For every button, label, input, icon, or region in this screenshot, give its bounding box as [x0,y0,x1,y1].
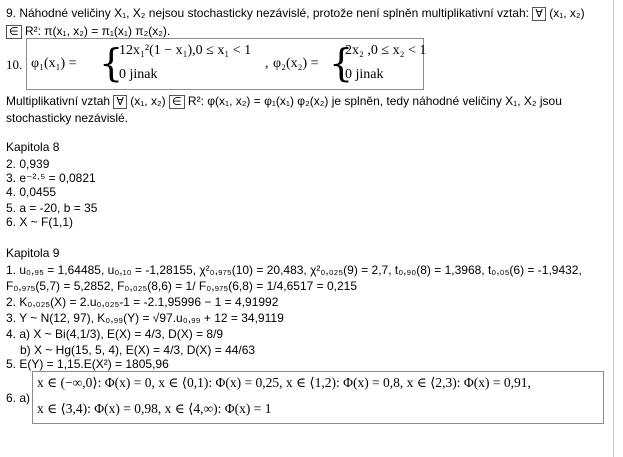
cdf-row2: x ∈ ⟨3,4): Φ(x) = 0,98, x ∈ ⟨4,∞): Φ(x) = 1 [37,401,272,416]
phi2-case1: 2x₂ ,0 ≤ x₂ < 1 [345,43,427,58]
kap8-item: 3. e⁻²·⁵ = 0,0821 [6,171,96,185]
item9-text: 9. Náhodné veličiny X₁, X₂ nejsou stochasticky nezávislé, protože není splněn multiplikativní vztah: [6,6,529,20]
phi2-brace: { [329,41,354,85]
kap8-item: 2. 0,939 [6,157,50,171]
item9-line1 [6,6,585,21]
phi1-case1: 12x₁²(1 − x₁),0 ≤ x₁ < 1 [119,43,252,58]
item9-line2 [6,24,170,39]
density-equation-box [26,38,427,90]
cdf-equation-box [32,371,604,424]
mult-args: (x₁, x₂) [130,94,166,108]
item9-relation: R²: π(x₁, x₂) = π₁(x₁) π₂(x₂). [24,24,171,38]
phi1-brace: { [99,41,124,85]
item10-label: 10. [6,57,23,72]
kap9-line2: F₀,₉₇₅(5,7) = 5,2852, F₀,₀₂₅(8,6) = 1/ F₀,₉₇₅(6,8) = 1/4,6517 = 0,215 [6,279,358,293]
element-symbol-box: ∈ [6,25,22,39]
kap9-line3: 2. K₀,₀₂₅(X) = 2.u₀,₀₂₅-1 = -2.1,95996 − 1 = 4,91992 [6,295,279,309]
kapitola9-heading: Kapitola 9 [6,246,60,260]
mult-text-a: Multiplikativní vztah [6,94,111,108]
mult-text-c: R²: φ(x₁, x₂) = φ₁(x₁) φ₂(x₂) je splněn, tedy náhodné veličiny X₁, X₂ jsou [187,94,562,108]
kapitola8-heading: Kapitola 8 [6,140,60,154]
kap9-item6-label: 6. a) [6,391,31,405]
forall-symbol-box: ∀ [532,7,546,21]
mult-line2: stochasticky nezávislé. [6,111,129,125]
kap9-line6: b) X ~ Hg(15, 5, 4), E(X) = 4/3, D(X) = 44/63 [20,343,256,357]
kap9-line5: 4. a) X ~ Bi(4,1/3), E(X) = 4/3, D(X) = 8/9 [6,327,224,341]
phi1-lhs: φ₁(x₁) = [31,56,77,71]
item9-args: (x₁, x₂) [549,6,585,20]
equation-separator: , [265,56,269,71]
kap8-item: 5. a = -20, b = 35 [6,201,98,215]
kap8-item: 4. 0,0455 [6,185,57,199]
phi1-case2: 0 jinak [119,67,158,82]
kap9-line1: 1. u₀,₉₅ = 1,64485, u₀,₁₀ = -1,28155, χ²₀,₉₇₅(10) = 20,483, χ²₀,₀₂₅(9) = 2,7, t₀,₉₀(8) = 1,3968, t₀,₀₅(6) = -1,9432, [6,263,582,277]
mult-line1 [6,94,562,109]
forall-symbol-box-2: ∀ [113,95,127,109]
cdf-row1: x ∈ (−∞,0⟩: Φ(x) = 0, x ∈ ⟨0,1): Φ(x) = 0,25, x ∈ ⟨1,2): Φ(x) = 0,8, x ∈ ⟨2,3): Φ(x) = 0,91, [37,375,531,390]
kap9-line4: 3. Y ~ N(12, 97), K₀,₉₉(Y) = √97.u₀,₉₉ + 12 = 34,9119 [6,311,284,325]
kap8-item: 6. X ~ F(1,1) [6,215,74,229]
element-symbol-box-2: ∈ [169,95,185,109]
phi2-lhs: φ₂(x₂) = [273,56,319,71]
phi2-case2: 0 jinak [345,67,384,82]
kap9-line7: 5. E(Y) = 1,15.E(X²) = 1805,96 [6,357,169,371]
